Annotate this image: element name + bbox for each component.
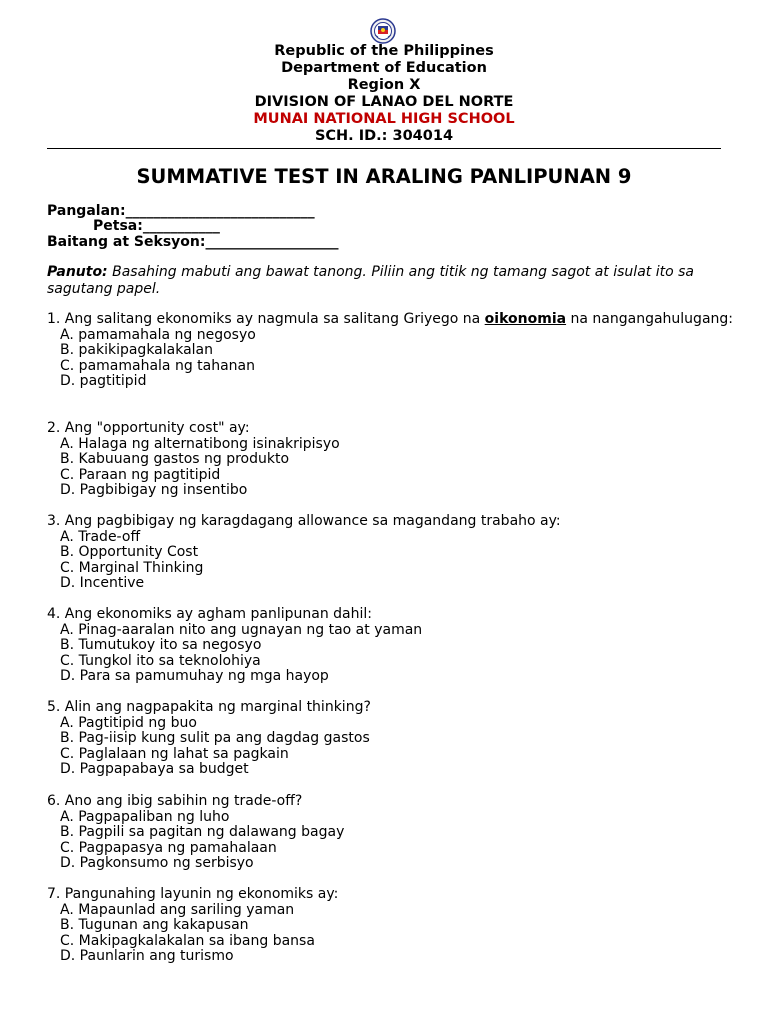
choice-d[interactable]: D. Para sa pamumuhay ng mga hayop xyxy=(60,668,329,684)
question-1 xyxy=(47,312,737,390)
date-field[interactable]: Petsa:___________ xyxy=(93,218,220,234)
question-4 xyxy=(47,607,737,685)
choice-c[interactable]: C. Paraan ng pagtitipid xyxy=(60,466,221,483)
choice-a[interactable]: A. Trade-off xyxy=(60,528,141,545)
country-line: Republic of the Philippines xyxy=(274,43,494,59)
choice-a[interactable]: A. Mapaunlad ang sariling yaman xyxy=(60,901,295,918)
choice-c[interactable]: C. Makipagkalakalan sa ibang bansa xyxy=(60,932,315,949)
question-text: 2. Ang "opportunity cost" ay: xyxy=(47,420,250,436)
question-text xyxy=(47,312,737,328)
question-text: 4. Ang ekonomiks ay agham panlipunan dahil: xyxy=(47,606,373,622)
question-3 xyxy=(47,514,737,592)
choice-d[interactable]: D. Pagpapabaya sa budget xyxy=(60,761,249,777)
choice-d[interactable]: D. pagtitipid xyxy=(60,373,147,389)
choice-a[interactable]: A. Pinag-aaralan nito ang ugnayan ng tao at yaman xyxy=(60,621,423,638)
choice-d[interactable]: D. Paunlarin ang turismo xyxy=(60,948,234,964)
keyword: oikonomia xyxy=(484,311,567,327)
choice-d[interactable]: D. Pagbibigay ng insentibo xyxy=(60,482,248,498)
choice-b[interactable]: B. Tugunan ang kakapusan xyxy=(60,917,249,933)
choice-d[interactable]: D. Incentive xyxy=(60,575,145,591)
question-7 xyxy=(47,887,737,965)
choice-c[interactable]: C. Paglalaan ng lahat sa pagkain xyxy=(60,745,289,762)
choice-b[interactable]: B. pakikipagkalakalan xyxy=(60,342,214,358)
choice-c[interactable]: C. pamamahala ng tahanan xyxy=(60,357,256,374)
name-field[interactable]: Pangalan:___________________________ xyxy=(47,203,315,219)
choice-b[interactable]: B. Kabuuang gastos ng produkto xyxy=(60,451,290,467)
question-6 xyxy=(47,794,737,872)
division-line: DIVISION OF LANAO DEL NORTE xyxy=(254,94,514,110)
choice-c[interactable]: C. Tungkol ito sa teknolohiya xyxy=(60,652,261,669)
question-text-end: na nangangahulugang: xyxy=(566,311,733,327)
department-line: Department of Education xyxy=(281,60,487,76)
instructions-text: Basahing mabuti ang bawat tanong. Piliin ang titik ng tamang sagot at isulat ito sa sagutang papel. xyxy=(47,264,694,297)
school-id: SCH. ID.: 304014 xyxy=(314,128,454,144)
test-title: SUMMATIVE TEST IN ARALING PANLIPUNAN 9 xyxy=(136,165,632,188)
choice-c[interactable]: C. Marginal Thinking xyxy=(60,559,204,576)
choice-a[interactable]: A. Halaga ng alternatibong isinakripisyo xyxy=(60,435,340,452)
choice-b[interactable]: B. Opportunity Cost xyxy=(60,544,199,560)
choice-b[interactable]: B. Pag-iisip kung sulit pa ang dagdag gastos xyxy=(60,730,370,746)
question-text: 6. Ano ang ibig sabihin ng trade-off? xyxy=(47,793,303,809)
choice-d[interactable]: D. Pagkonsumo ng serbisyo xyxy=(60,855,254,871)
deped-seal-icon xyxy=(370,18,396,44)
choice-a[interactable]: A. Pagpapaliban ng luho xyxy=(60,808,230,825)
choice-a[interactable]: A. pamamahala ng negosyo xyxy=(60,326,256,343)
instructions xyxy=(47,264,727,298)
choice-b[interactable]: B. Tumutukoy ito sa negosyo xyxy=(60,637,262,653)
choice-a[interactable]: A. Pagtitipid ng buo xyxy=(60,714,197,731)
choice-c[interactable]: C. Pagpapasya ng pamahalaan xyxy=(60,839,277,856)
question-5 xyxy=(47,700,737,778)
question-text: 5. Alin ang nagpapakita ng marginal thinking? xyxy=(47,699,371,715)
question-text: 7. Pangunahing layunin ng ekonomiks ay: xyxy=(47,886,339,902)
instructions-label: Panuto: xyxy=(47,264,108,280)
choice-b[interactable]: B. Pagpili sa pagitan ng dalawang bagay xyxy=(60,824,345,840)
question-text-start: 1. Ang salitang ekonomiks ay nagmula sa salitang Griyego na xyxy=(47,311,485,327)
header-divider xyxy=(47,148,721,149)
section-field[interactable]: Baitang at Seksyon:___________________ xyxy=(47,234,339,250)
school-name: MUNAI NATIONAL HIGH SCHOOL xyxy=(253,111,515,127)
question-2 xyxy=(47,421,737,499)
region-line: Region X xyxy=(347,77,421,93)
question-text: 3. Ang pagbibigay ng karagdagang allowance sa magandang trabaho ay: xyxy=(47,513,561,529)
